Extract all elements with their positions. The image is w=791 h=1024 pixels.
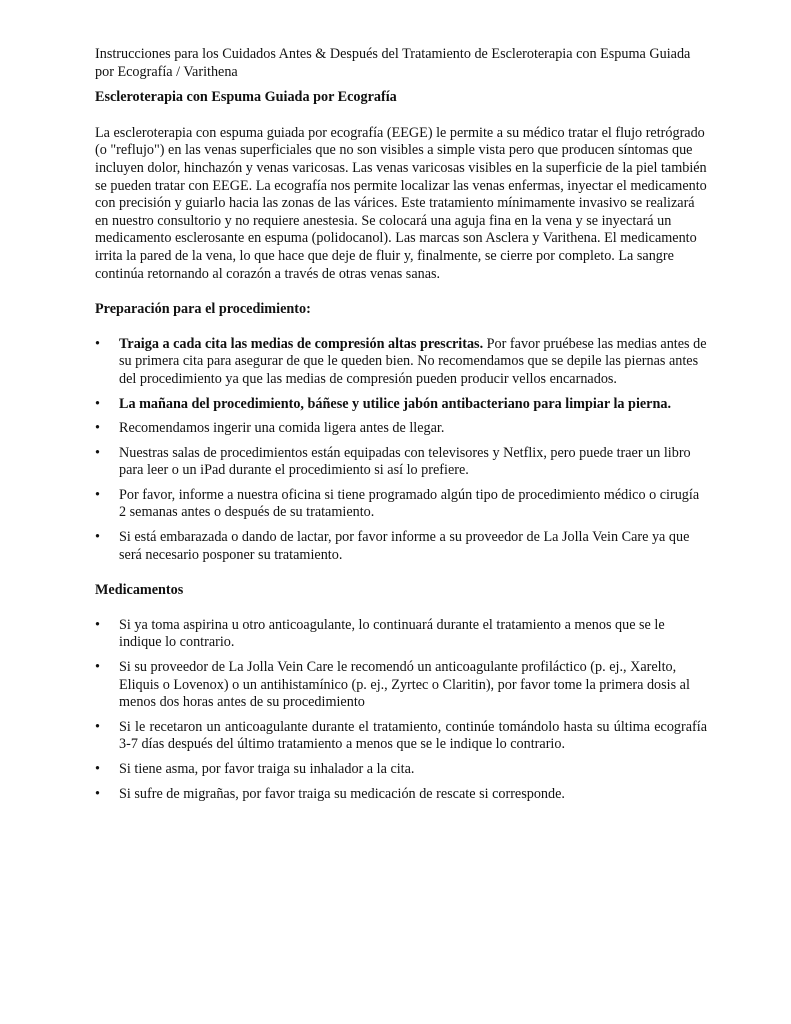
list-item [95, 761, 707, 779]
bullet: • [95, 761, 100, 777]
intro-paragraph: La escleroterapia con espuma guiada por ecografía (EEGE) le permite a su médico tratar el flujo retrógrado (o "reflujo") en las venas superficiales que no son visibles a simple vista pero que producen síntomas que incluyen dolor, hinchazón y venas varicosas. Las venas varicosas visibles en la superficie de la piel también se pueden tratar con EEGE. La ecografía nos permite localizar las venas enfermas, inyectar el medicamento con precisión y guiarlo hacia las zonas de las várices. Este tratamiento mínimamente invasivo se realizará en nuestro consultorio y no requiere anestesia. Se colocará una aguja fina en la vena y se inyectará un medicamento esclerosante en espuma (polidocanol). Las marcas son Asclera y Varithena. El medicamento irrita la pared de la vena, lo que hace que deje de fluir y, finalmente, se cierre por completo. La sangre continúa retornando al corazón a través de otras venas sanas. [95, 124, 707, 282]
bullet: • [95, 659, 100, 676]
list-item [95, 445, 707, 480]
bullet: • [95, 335, 100, 352]
preparation-heading: Preparación para el procedimiento: [95, 301, 311, 318]
list-item [95, 659, 707, 712]
list-item-text: Si está embarazada o dando de lactar, por favor informe a su proveedor de La Jolla Vein Care ya que será necesario posponer su tratamiento. [119, 529, 690, 563]
medications-list [95, 617, 707, 803]
list-item-text: Si ya toma aspirina u otro anticoagulante, lo continuará durante el tratamiento a menos que se le indique lo contrario. [119, 616, 665, 651]
list-item [95, 786, 707, 804]
medications-heading: Medicamentos [95, 582, 184, 599]
bullet: • [95, 785, 100, 802]
list-item-text: Si tiene asma, por favor traiga su inhalador a la cita. [119, 761, 415, 777]
list-item-bold: La mañana del procedimiento, báñese y utilice jabón antibacteriano para limpiar la pierna. [119, 395, 672, 412]
list-item [95, 719, 707, 754]
bullet: • [95, 529, 100, 546]
bullet: • [95, 718, 100, 735]
list-item [95, 396, 707, 414]
list-item-text: Nuestras salas de procedimientos están equipadas con televisores y Netflix, pero puede traer un libro para leer o un iPad durante el procedimiento si así lo prefiere. [119, 444, 691, 479]
list-item-text: Si su proveedor de La Jolla Vein Care le recomendó un anticoagulante profiláctico (p. ej., Xarelto, Eliquis o Lovenox) o un antihistamínico (p. ej., Zyrtec o Claritin), por favor tome la primera dosis al menos dos horas antes de su procedimiento [119, 659, 690, 711]
document-page [95, 46, 707, 821]
bullet: • [95, 420, 100, 437]
list-item [95, 529, 707, 564]
list-item-text: Si le recetaron un anticoagulante durante el tratamiento, continúe tomándolo hasta su última ecografía 3-7 días después del último tratamiento a menos que se le indique lo contrario. [119, 718, 707, 753]
list-item [95, 420, 707, 438]
bullet: • [95, 616, 100, 633]
list-item [95, 617, 707, 652]
bullet: • [95, 395, 100, 412]
list-item [95, 336, 707, 389]
list-item-text: Por favor, informe a nuestra oficina si tiene programado algún tipo de procedimiento médico o cirugía 2 semanas antes o después de su tratamiento. [119, 486, 700, 521]
list-item [95, 487, 707, 522]
bullet: • [95, 486, 100, 503]
list-item-text: Recomendamos ingerir una comida ligera antes de llegar. [119, 420, 445, 437]
document-title: Instrucciones para los Cuidados Antes & Después del Tratamiento de Escleroterapia con Espuma Guiada por Ecografía / Varithena [95, 46, 691, 80]
list-item-bold: Traiga a cada cita las medias de compresión altas prescritas. [119, 335, 484, 352]
list-item-text: Si sufre de migrañas, por favor traiga su medicación de rescate si corresponde. [119, 785, 565, 802]
bullet: • [95, 444, 100, 461]
preparation-list [95, 336, 707, 565]
intro-heading: Escleroterapia con Espuma Guiada por Ecografía [95, 89, 397, 106]
list-item-text: Por favor pruébese las medias antes de su primera cita para asegurar de que le queden bien. No recomendamos que se depile las piernas antes del procedimiento ya que las medias de compresión pueden producir vellos encarnados. [119, 335, 707, 387]
